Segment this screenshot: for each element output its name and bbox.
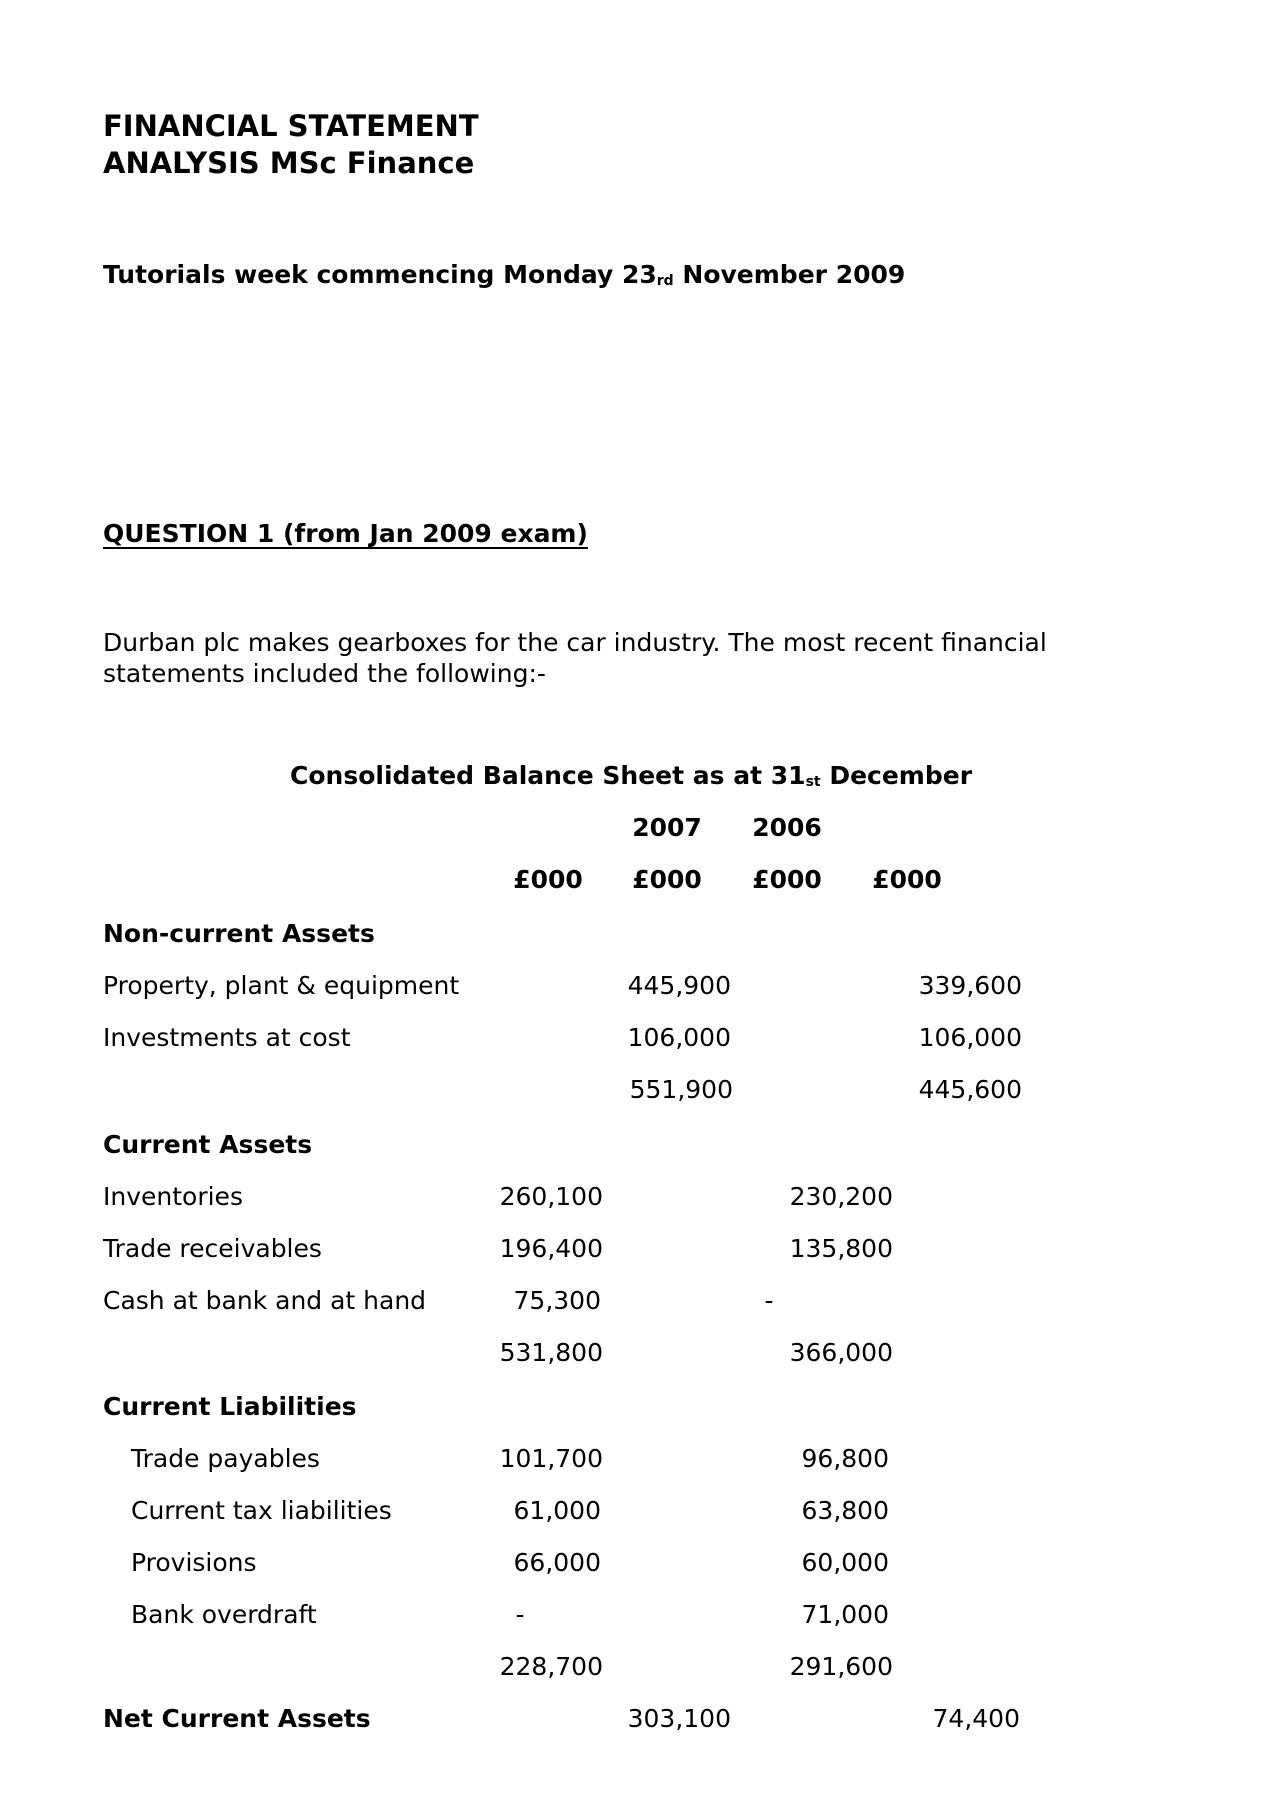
row-label: Cash at bank and at hand <box>103 1286 427 1315</box>
value-2006: 71,000 <box>801 1600 889 1629</box>
currency-header: £000 <box>872 865 942 894</box>
value-2007: 445,900 <box>627 971 731 1000</box>
year-header-2007: 2007 <box>632 813 702 842</box>
row-label: Investments at cost <box>103 1023 351 1052</box>
row-label: Trade payables <box>131 1444 320 1473</box>
balance-sheet-title-month: December <box>820 761 973 790</box>
currency-header: £000 <box>632 865 702 894</box>
value-2006: 135,800 <box>789 1234 893 1263</box>
intro-line-2: statements included the following:- <box>103 659 546 688</box>
intro-line-1: Durban plc makes gearboxes for the car industry. The most recent financial <box>103 628 1047 657</box>
balance-sheet-title <box>290 761 972 790</box>
value-2006: 339,600 <box>918 971 1022 1000</box>
value-2007: 75,300 <box>513 1286 601 1315</box>
value-2006: 63,800 <box>801 1496 889 1525</box>
tutorial-date <box>103 260 905 289</box>
balance-sheet-title-text: Consolidated Balance Sheet as at 31 <box>290 761 806 790</box>
value-2007: 196,400 <box>499 1234 603 1263</box>
value-2007: 66,000 <box>513 1548 601 1577</box>
net-current-assets-2006: 74,400 <box>932 1704 1020 1733</box>
section-heading-non-current-assets: Non-current Assets <box>103 919 375 948</box>
value-2006: 106,000 <box>918 1023 1022 1052</box>
section-heading-current-liabilities: Current Liabilities <box>103 1392 357 1421</box>
row-label: Current tax liabilities <box>131 1496 392 1525</box>
value-2006: 230,200 <box>789 1182 893 1211</box>
total-current-liabilities-2006: 291,600 <box>789 1652 893 1681</box>
title-ordinal-suffix: st <box>805 774 821 790</box>
document-title-line2: ANALYSIS MSc Finance <box>103 146 475 180</box>
value-2007: 106,000 <box>627 1023 731 1052</box>
currency-header: £000 <box>752 865 822 894</box>
currency-header: £000 <box>513 865 583 894</box>
total-non-current-2006: 445,600 <box>918 1075 1022 1104</box>
value-2006: 60,000 <box>801 1548 889 1577</box>
value-2007: 260,100 <box>499 1182 603 1211</box>
row-label: Inventories <box>103 1182 243 1211</box>
document-title-line1: FINANCIAL STATEMENT <box>103 109 479 143</box>
value-2007: 101,700 <box>499 1444 603 1473</box>
row-label: Bank overdraft <box>131 1600 317 1629</box>
section-heading-current-assets: Current Assets <box>103 1130 313 1159</box>
total-non-current-2007: 551,900 <box>629 1075 733 1104</box>
net-current-assets-2007: 303,100 <box>627 1704 731 1733</box>
row-label: Property, plant & equipment <box>103 971 460 1000</box>
net-current-assets-label: Net Current Assets <box>103 1704 371 1733</box>
value-2007: - <box>515 1600 525 1629</box>
total-current-liabilities-2007: 228,700 <box>499 1652 603 1681</box>
question-intro <box>103 627 1047 689</box>
tutorial-date-month: November 2009 <box>673 260 906 289</box>
value-2007: 61,000 <box>513 1496 601 1525</box>
total-current-assets-2006: 366,000 <box>789 1338 893 1367</box>
value-2006: 96,800 <box>801 1444 889 1473</box>
row-label: Provisions <box>131 1548 257 1577</box>
year-header-2006: 2006 <box>752 813 822 842</box>
row-label: Trade receivables <box>103 1234 322 1263</box>
date-ordinal-suffix: rd <box>656 273 674 289</box>
question-heading: QUESTION 1 (from Jan 2009 exam) <box>103 519 588 548</box>
value-2006: - <box>764 1286 774 1315</box>
tutorial-date-text: Tutorials week commencing Monday 23 <box>103 260 657 289</box>
total-current-assets-2007: 531,800 <box>499 1338 603 1367</box>
